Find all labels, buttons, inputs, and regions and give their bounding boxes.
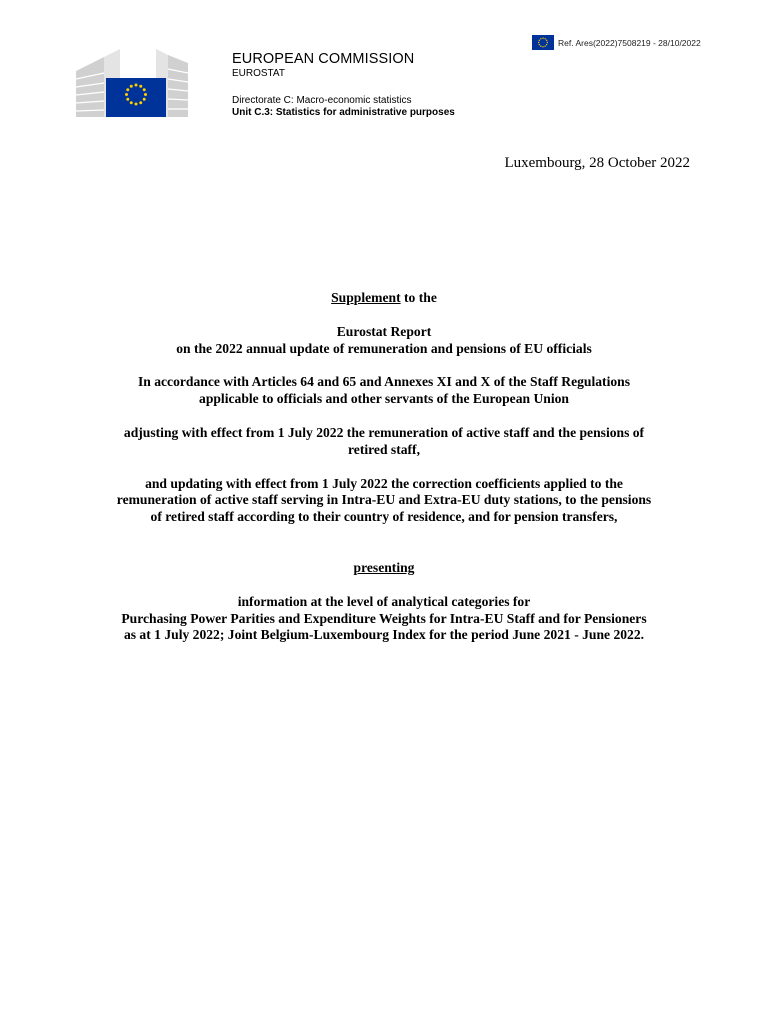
- presenting-heading: presenting: [353, 559, 415, 575]
- sub-organization-name: EUROSTAT: [232, 68, 285, 79]
- updating-line-3: of retired staff according to their country of residence, and for pension transfers,: [150, 509, 618, 525]
- accordance-line-2: applicable to officials and other servants of the European Union: [199, 391, 569, 407]
- directorate-line: Directorate C: Macro-economic statistics: [232, 95, 412, 106]
- updating-line-2: remuneration of active staff serving in Intra-EU and Extra-EU duty stations, to the pensions: [116, 492, 652, 508]
- supplement-heading: [40, 290, 728, 307]
- info-line-2: Purchasing Power Parities and Expenditure Weights for Intra-EU Staff and for Pensioners: [121, 610, 647, 626]
- info-line-1: information at the level of analytical categories for: [237, 593, 531, 609]
- supplement-word: Supplement: [331, 290, 401, 305]
- european-commission-logo-icon: [76, 45, 188, 119]
- accordance-line-1: In accordance with Articles 64 and 65 and Annexes XI and X of the Staff Regulations: [137, 374, 631, 390]
- unit-line: Unit C.3: Statistics for administrative purposes: [232, 107, 455, 118]
- adjusting-line-1: adjusting with effect from 1 July 2022 the remuneration of active staff and the pensions of: [123, 424, 645, 440]
- supplement-rest: to the: [400, 290, 437, 305]
- report-title: Eurostat Report: [336, 323, 432, 339]
- updating-line-1: and updating with effect from 1 July 2022 the correction coefficients applied to the: [145, 475, 623, 491]
- report-subject: on the 2022 annual update of remuneration and pensions of EU officials: [176, 340, 592, 356]
- eu-flag-icon: [532, 35, 554, 50]
- ref-stamp-text: Ref. Ares(2022)7508219 - 28/10/2022: [558, 37, 701, 48]
- adjusting-line-2: retired staff,: [348, 441, 420, 457]
- letterhead: [232, 51, 455, 119]
- ref-stamp: [532, 35, 701, 50]
- document-body: [40, 290, 728, 644]
- date-line: Luxembourg, 28 October 2022: [504, 155, 690, 171]
- organization-name: EUROPEAN COMMISSION: [232, 51, 415, 67]
- info-line-3: as at 1 July 2022; Joint Belgium-Luxembourg Index for the period June 2021 - June 2022.: [123, 627, 645, 643]
